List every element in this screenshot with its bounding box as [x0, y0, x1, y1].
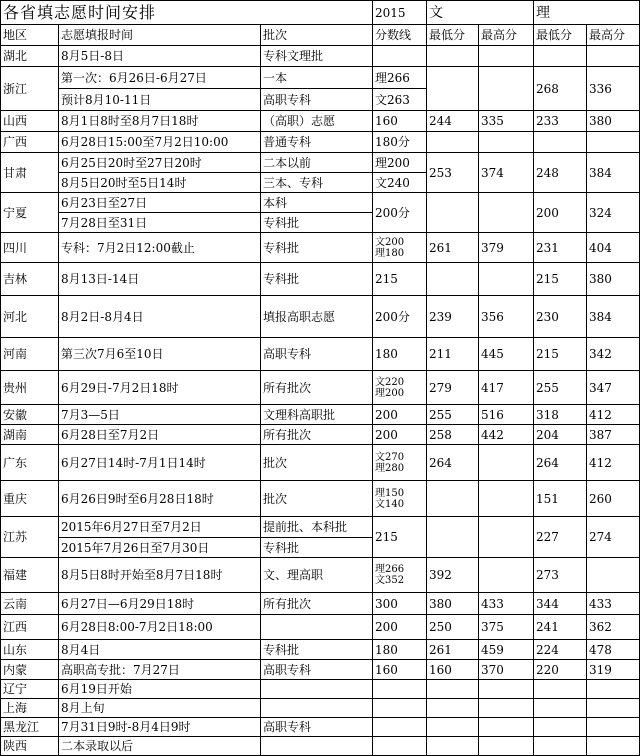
table-row [1, 111, 640, 132]
table-row [1, 425, 640, 445]
time-cell: 专科：7月2日12:00截止 [59, 233, 261, 263]
table-row [1, 371, 640, 405]
table-row [1, 132, 640, 153]
score-line-wen: 文220 [375, 376, 405, 388]
batch-cell [261, 680, 373, 699]
score-line-cell: 180 [373, 640, 427, 660]
header-li-max: 最高分 [587, 25, 640, 46]
wen-min-cell: 211 [427, 338, 479, 371]
li-min-cell [534, 46, 587, 67]
time-cell: 7月31日9时-8月4日9时 [59, 718, 261, 737]
li-min-cell: 230 [534, 296, 587, 338]
time-cell: 7月28日至31日 [59, 213, 261, 233]
region-cell: 内蒙 [1, 660, 59, 680]
li-min-cell: 318 [534, 405, 587, 425]
li-group-header: 理 [534, 1, 640, 25]
li-max-cell: 384 [587, 153, 640, 193]
wen-min-cell [427, 193, 479, 233]
batch-cell: 一本 [261, 67, 373, 89]
region-cell: 福建 [1, 558, 59, 593]
wen-max-cell [479, 517, 534, 558]
header-batch: 批次 [261, 25, 373, 46]
region-cell: 江苏 [1, 517, 59, 558]
sheet-title: 各省填志愿时间安排 [1, 1, 373, 25]
time-cell: 6月29日-7月2日18时 [59, 371, 261, 405]
li-min-cell: 264 [534, 445, 587, 481]
li-min-cell: 151 [534, 481, 587, 517]
li-max-cell [587, 699, 640, 718]
wen-max-cell [479, 558, 534, 593]
header-li-min: 最低分 [534, 25, 587, 46]
score-line-cell: 300 [373, 593, 427, 615]
score-line-cell: 200 [373, 615, 427, 640]
wen-max-cell: 417 [479, 371, 534, 405]
region-cell: 重庆 [1, 481, 59, 517]
score-line-li: 理266 [375, 564, 405, 575]
table-row [1, 660, 640, 680]
time-cell: 8月5日-8日 [59, 46, 261, 67]
li-max-cell: 260 [587, 481, 640, 517]
region-cell: 云南 [1, 593, 59, 615]
batch-cell: 普通专科 [261, 132, 373, 153]
wen-min-cell: 261 [427, 233, 479, 263]
score-line-li: 理200 [375, 387, 405, 399]
table-row [1, 153, 640, 173]
li-max-cell [587, 558, 640, 593]
region-cell: 河北 [1, 296, 59, 338]
time-cell: 6月28日15:00至7月2日10:00 [59, 132, 261, 153]
table-row [1, 517, 640, 538]
li-min-cell: 215 [534, 338, 587, 371]
wen-max-cell: 379 [479, 233, 534, 263]
li-max-cell: 319 [587, 660, 640, 680]
wen-min-cell: 244 [427, 111, 479, 132]
table-row [1, 680, 640, 699]
wen-min-cell: 279 [427, 371, 479, 405]
batch-cell: 专科批 [261, 538, 373, 558]
wen-min-cell: 261 [427, 640, 479, 660]
wen-max-cell: 356 [479, 296, 534, 338]
region-cell: 贵州 [1, 371, 59, 405]
batch-cell: 本科 [261, 193, 373, 213]
score-line-wen: 文140 [375, 498, 405, 510]
score-line-cell: 200分 [373, 296, 427, 338]
score-line-li: 理150 [375, 487, 405, 499]
li-max-cell: 384 [587, 296, 640, 338]
score-line-cell [373, 371, 427, 405]
table-row [1, 445, 640, 481]
time-cell: 8月2日-8月4日 [59, 296, 261, 338]
wen-min-cell [427, 263, 479, 296]
wen-max-cell [479, 737, 534, 756]
time-cell: 6月26日9时至6月28日18时 [59, 481, 261, 517]
batch-cell: 高职专科 [261, 718, 373, 737]
header-time: 志愿填报时间 [59, 25, 261, 46]
score-line-cell: 180分 [373, 132, 427, 153]
score-line-cell: 200分 [373, 193, 427, 233]
time-cell: 第一次：6月26日-6月27日 [59, 67, 261, 89]
wen-max-cell [479, 718, 534, 737]
wen-max-cell [479, 132, 534, 153]
score-line-cell [373, 481, 427, 517]
region-cell: 广东 [1, 445, 59, 481]
wen-min-cell: 160 [427, 660, 479, 680]
region-cell: 浙江 [1, 67, 59, 111]
li-min-cell: 233 [534, 111, 587, 132]
table-row [1, 558, 640, 593]
li-min-cell: 215 [534, 263, 587, 296]
wen-max-cell: 433 [479, 593, 534, 615]
time-cell: 6月27日—6月29日18时 [59, 593, 261, 615]
title-row [1, 1, 640, 25]
li-max-cell: 336 [587, 67, 640, 111]
time-cell: 6月23日至27日 [59, 193, 261, 213]
li-max-cell [587, 737, 640, 756]
wen-max-cell [479, 680, 534, 699]
time-cell: 8月5日8时开始至8月7日18时 [59, 558, 261, 593]
wen-min-cell: 255 [427, 405, 479, 425]
batch-cell: 填报高职志愿 [261, 296, 373, 338]
region-cell: 上海 [1, 699, 59, 718]
region-cell: 甘肃 [1, 153, 59, 193]
region-cell: 辽宁 [1, 680, 59, 699]
score-line-cell [373, 445, 427, 481]
batch-cell: 文、理高职 [261, 558, 373, 593]
li-min-cell: 200 [534, 193, 587, 233]
score-line-cell: 文263 [373, 89, 427, 111]
batch-cell: 高职专科 [261, 89, 373, 111]
li-min-cell: 224 [534, 640, 587, 660]
batch-cell: 专科批 [261, 233, 373, 263]
li-max-cell: 387 [587, 425, 640, 445]
wen-max-cell [479, 67, 534, 111]
time-cell: 6月28日8:00-7月2日18:00 [59, 615, 261, 640]
li-min-cell: 231 [534, 233, 587, 263]
time-cell: 二本录取以后 [59, 737, 261, 756]
score-line-cell [373, 718, 427, 737]
time-cell: 7月3—5日 [59, 405, 261, 425]
wen-max-cell: 445 [479, 338, 534, 371]
table-row [1, 263, 640, 296]
wen-max-cell: 335 [479, 111, 534, 132]
table-row [1, 737, 640, 756]
time-cell: 第三次7月6至10日 [59, 338, 261, 371]
score-line-li: 理280 [375, 462, 405, 474]
header-wen-min: 最低分 [427, 25, 479, 46]
batch-cell [261, 699, 373, 718]
region-cell: 江西 [1, 615, 59, 640]
time-cell: 8月5日20时至5日14时 [59, 173, 261, 193]
table-row [1, 718, 640, 737]
batch-cell: 专科批 [261, 213, 373, 233]
region-cell: 宁夏 [1, 193, 59, 233]
region-cell: 山东 [1, 640, 59, 660]
li-min-cell: 255 [534, 371, 587, 405]
header-score-line: 分数线 [373, 25, 427, 46]
li-max-cell: 380 [587, 263, 640, 296]
li-max-cell: 412 [587, 445, 640, 481]
time-cell: 6月28日至7月2日 [59, 425, 261, 445]
li-min-cell: 204 [534, 425, 587, 445]
li-min-cell: 241 [534, 615, 587, 640]
li-min-cell: 227 [534, 517, 587, 558]
li-max-cell: 362 [587, 615, 640, 640]
score-line-cell: 理266 [373, 67, 427, 89]
table-row [1, 338, 640, 371]
score-line-cell: 160 [373, 111, 427, 132]
table-row [1, 233, 640, 263]
li-min-cell [534, 132, 587, 153]
wen-max-cell [479, 699, 534, 718]
time-cell: 6月27日14时-7月1日14时 [59, 445, 261, 481]
time-cell: 8月上旬 [59, 699, 261, 718]
li-max-cell: 274 [587, 517, 640, 558]
score-line-cell [373, 699, 427, 718]
li-max-cell: 347 [587, 371, 640, 405]
wen-min-cell: 239 [427, 296, 479, 338]
score-line-wen: 文352 [375, 575, 405, 586]
year-cell: 2015 [373, 1, 427, 25]
batch-cell: 高职专科 [261, 338, 373, 371]
wen-max-cell: 370 [479, 660, 534, 680]
score-line-cell: 200 [373, 425, 427, 445]
li-max-cell [587, 46, 640, 67]
score-line-cell: 160 [373, 660, 427, 680]
wen-max-cell: 374 [479, 153, 534, 193]
wen-min-cell: 250 [427, 615, 479, 640]
score-line-cell [373, 46, 427, 67]
li-min-cell: 344 [534, 593, 587, 615]
li-max-cell: 478 [587, 640, 640, 660]
time-cell: 6月19日开始 [59, 680, 261, 699]
score-line-cell: 200 [373, 405, 427, 425]
region-cell: 黑龙江 [1, 718, 59, 737]
li-min-cell: 248 [534, 153, 587, 193]
batch-cell [261, 615, 373, 640]
score-line-wen: 文270 [375, 451, 405, 463]
time-cell: 2015年7月26日至7月30日 [59, 538, 261, 558]
wen-min-cell: 264 [427, 445, 479, 481]
batch-cell: 专科批 [261, 640, 373, 660]
wen-min-cell: 258 [427, 425, 479, 445]
table-row [1, 615, 640, 640]
li-min-cell: 268 [534, 67, 587, 111]
wen-max-cell: 442 [479, 425, 534, 445]
wen-min-cell [427, 718, 479, 737]
region-cell: 陕西 [1, 737, 59, 756]
batch-cell: 二本以前 [261, 153, 373, 173]
batch-cell: 高职专科 [261, 660, 373, 680]
li-max-cell: 404 [587, 233, 640, 263]
wen-min-cell [427, 680, 479, 699]
time-cell: 8月13日-14日 [59, 263, 261, 296]
score-line-cell [373, 680, 427, 699]
li-max-cell: 380 [587, 111, 640, 132]
wen-max-cell [479, 193, 534, 233]
li-max-cell [587, 132, 640, 153]
table-row [1, 593, 640, 615]
score-line-wen: 文200 [375, 236, 405, 248]
li-max-cell: 412 [587, 405, 640, 425]
region-cell: 湖北 [1, 46, 59, 67]
time-cell: 2015年6月27日至7月2日 [59, 517, 261, 538]
header-region: 地区 [1, 25, 59, 46]
batch-cell: 批次 [261, 481, 373, 517]
wen-min-cell [427, 699, 479, 718]
score-line-li: 理180 [375, 247, 405, 259]
region-cell: 河南 [1, 338, 59, 371]
li-min-cell [534, 718, 587, 737]
region-cell: 安徽 [1, 405, 59, 425]
wen-max-cell [479, 445, 534, 481]
wen-group-header: 文 [427, 1, 534, 25]
li-max-cell [587, 680, 640, 699]
li-min-cell [534, 737, 587, 756]
li-min-cell: 220 [534, 660, 587, 680]
time-cell: 高职高专批：7月27日 [59, 660, 261, 680]
batch-cell: 提前批、本科批 [261, 517, 373, 538]
wen-min-cell: 380 [427, 593, 479, 615]
table-row [1, 67, 640, 89]
table-row [1, 481, 640, 517]
batch-cell: 专科文理批 [261, 46, 373, 67]
batch-cell [261, 737, 373, 756]
region-cell: 广西 [1, 132, 59, 153]
batch-cell: 三本、专科 [261, 173, 373, 193]
batch-cell: 所有批次 [261, 371, 373, 405]
wen-min-cell [427, 481, 479, 517]
li-min-cell [534, 699, 587, 718]
wen-max-cell [479, 263, 534, 296]
score-line-cell: 215 [373, 263, 427, 296]
score-line-cell [373, 737, 427, 756]
batch-cell: 批次 [261, 445, 373, 481]
wen-min-cell [427, 517, 479, 558]
table-row [1, 640, 640, 660]
li-max-cell: 324 [587, 193, 640, 233]
wen-min-cell: 253 [427, 153, 479, 193]
region-cell: 吉林 [1, 263, 59, 296]
batch-cell: 所有批次 [261, 593, 373, 615]
wen-max-cell [479, 481, 534, 517]
time-cell: 8月1日8时至8月7日18时 [59, 111, 261, 132]
batch-cell: （高职）志愿 [261, 111, 373, 132]
wen-min-cell [427, 132, 479, 153]
time-cell: 8月4日 [59, 640, 261, 660]
batch-cell: 所有批次 [261, 425, 373, 445]
region-cell: 湖南 [1, 425, 59, 445]
li-max-cell [587, 718, 640, 737]
score-line-cell: 文240 [373, 173, 427, 193]
wen-max-cell: 375 [479, 615, 534, 640]
wen-min-cell [427, 737, 479, 756]
li-max-cell: 342 [587, 338, 640, 371]
li-max-cell: 433 [587, 593, 640, 615]
header-wen-max: 最高分 [479, 25, 534, 46]
region-cell: 山西 [1, 111, 59, 132]
region-cell: 四川 [1, 233, 59, 263]
table-row [1, 699, 640, 718]
table-row [1, 193, 640, 213]
wen-max-cell: 459 [479, 640, 534, 660]
li-min-cell: 273 [534, 558, 587, 593]
table-row [1, 46, 640, 67]
batch-cell: 专科批 [261, 263, 373, 296]
time-cell: 6月25日20时至27日20时 [59, 153, 261, 173]
wen-min-cell: 392 [427, 558, 479, 593]
score-line-cell: 180 [373, 338, 427, 371]
score-line-cell [373, 233, 427, 263]
score-line-cell: 215 [373, 517, 427, 558]
wen-min-cell [427, 46, 479, 67]
batch-cell: 文理科高职批 [261, 405, 373, 425]
score-line-cell [373, 558, 427, 593]
wen-max-cell [479, 46, 534, 67]
time-cell: 预计8月10-11日 [59, 89, 261, 111]
table-row [1, 405, 640, 425]
wen-max-cell: 516 [479, 405, 534, 425]
table-row [1, 296, 640, 338]
score-line-cell: 理200 [373, 153, 427, 173]
wen-min-cell [427, 67, 479, 111]
header-row [1, 25, 640, 46]
li-min-cell [534, 680, 587, 699]
